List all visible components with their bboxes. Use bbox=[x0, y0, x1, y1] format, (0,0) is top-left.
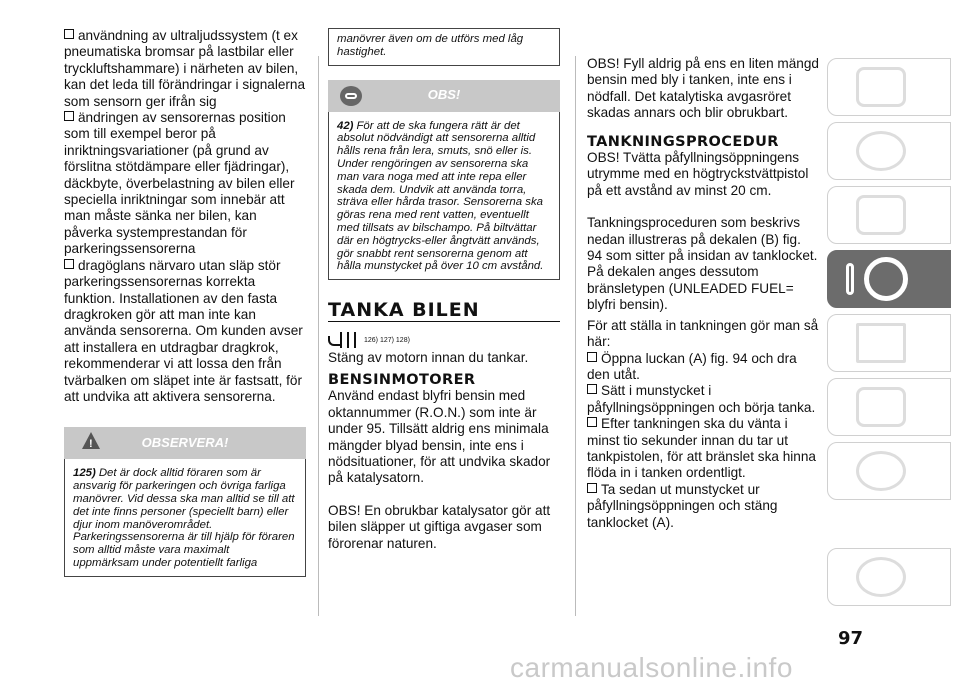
nav-tab-service[interactable] bbox=[827, 378, 951, 436]
car-caution-icon bbox=[340, 86, 362, 106]
paragraph: Använd endast blyfri bensin med oktannummer (R.O.N.) som inte är under 95. Tillsätt aldrig ens minimala mängder blyad bensin, inte ens i nödsituationer, för att undvika skador på katalysatorn. bbox=[328, 388, 551, 486]
continued-warning-box: manövrer även om de utförs med låg hastighet. bbox=[328, 28, 560, 66]
nav-tab-multimedia[interactable] bbox=[827, 442, 951, 500]
bullet-item: Ta sedan ut munstycket ur påfyllningsöppningen och stäng tanklocket (A). bbox=[587, 482, 819, 531]
fuel-pump-icon bbox=[328, 330, 358, 350]
dashboard-lights-icon bbox=[856, 131, 906, 171]
warning-number: 125) bbox=[73, 467, 96, 480]
references bbox=[328, 330, 560, 350]
nav-tab-index[interactable] bbox=[827, 548, 951, 606]
obs-text: För att de ska fungera rätt är det absolut nödvändigt att sensorerna alltid hålls rena från lera, smuts, snö eller is. Under rengöringen av sensorerna ska man vara noga med att inte repa eller skada dem. Undvik att använda torra, sträva eller hårda trasor. Sensorerna ska göras rena med rent vatten, eventuellt med tillsats av bilschampo. På biltvättar där en högtrycks-eller ångtvätt används, gör snabbt rent sensorerna genom att hålla munstycket på över 10 cm avstånd. bbox=[337, 119, 544, 273]
reference-numbers: 126) 127) 128) bbox=[364, 337, 410, 345]
column-3 bbox=[587, 56, 819, 531]
paragraph: Tankningsproceduren som beskrivs nedan illustreras på dekalen (B) fig. 94 som sitter på insidan av tanklocket. På dekalen anges dessutom bränsletypen (UNLEADED FUEL= blyfri bensin). bbox=[587, 215, 818, 313]
nav-tab-emergency[interactable] bbox=[827, 314, 951, 372]
watermark: carmanualsonline.info bbox=[510, 652, 793, 683]
bullet-item: Efter tankningen ska du vänta i minst tio sekunder innan du tar ut tankpistolen, för att bränslet ska hinna flöda in i tanken ordentligt. bbox=[587, 416, 819, 482]
paragraph: OBS! Fyll aldrig på ens en liten mängd bensin med bly i tanken, inte ens i nödfall. Det katalytiska avgasröret skadas annars och blir obrukbart. bbox=[587, 56, 819, 121]
bullet-item: Öppna luckan (A) fig. 94 och dra den utåt. bbox=[587, 351, 819, 384]
column-1 bbox=[64, 28, 306, 577]
bullet-item: dragöglans närvaro utan släp stör parkeringssensorernas korrekta funktion. Installationen av den fasta dragkroken gör att man inte kan använda sensorerna. Om kunden avser att installera en utdragbar dragkrok, rekommenderar vi att lossa den från tvärbalken om släpet inte är fastsatt, för att undvika att aktivera sensorerna. bbox=[64, 258, 306, 406]
obs-title: OBS! bbox=[427, 87, 461, 103]
subheading: TANKNINGSPROCEDUR bbox=[587, 133, 779, 150]
column-divider bbox=[318, 56, 319, 616]
paragraph: OBS! En obrukbar katalysator gör att bilen släpper ut giftiga avgaser som förorenar naturen. bbox=[328, 502, 551, 551]
warning-triangle-icon: ! bbox=[82, 432, 100, 449]
obs-box bbox=[328, 112, 560, 281]
column-2 bbox=[328, 33, 560, 552]
obs-bar bbox=[328, 80, 560, 112]
bullet-item: ändringen av sensorernas position som till exempel beror på inriktningsvariationer (på grund av förslitna stötdämpare eller fjädringar), däckbyte, överbelastning av bilen eller speciella inriktningar som innebär att man måste sänka ner bilen, kan påverka systemprestandan för parkeringssensorerna bbox=[64, 110, 306, 258]
warning-box bbox=[64, 459, 306, 576]
page-number: 97 bbox=[838, 628, 864, 649]
warning-bar bbox=[64, 427, 306, 459]
section-heading: TANKA BILEN bbox=[328, 302, 560, 321]
paragraph: För att ställa in tankningen gör man så här: bbox=[587, 317, 819, 350]
warning-road-icon bbox=[856, 323, 906, 363]
obs-number: 42) bbox=[337, 119, 354, 132]
nav-tab-dashboard[interactable] bbox=[827, 122, 951, 180]
paragraph: OBS! Tvätta påfyllningsöppningens utrymme med en högtryckstvättpistol på ett avstånd av minst 20 cm. bbox=[587, 150, 809, 198]
nav-tab-safety[interactable] bbox=[827, 186, 951, 244]
subheading: BENSINMOTORER bbox=[328, 371, 476, 388]
index-letters-icon bbox=[856, 557, 906, 597]
bullet-item: användning av ultraljudssystem (t ex pneumatiska bromsar på lastbilar eller tryckluftshammare) i närheten av bilen, kan det leda till förändringar i signalerna som sensorn ger ifrån sig bbox=[64, 28, 306, 109]
steering-wheel-icon bbox=[864, 257, 908, 301]
paragraph: Stäng av motorn innan du tankar. bbox=[328, 349, 529, 365]
seatbelt-airbag-icon bbox=[856, 195, 906, 235]
key-icon bbox=[846, 263, 854, 295]
nav-tab-driving[interactable] bbox=[827, 250, 951, 308]
service-wrench-icon bbox=[856, 387, 906, 427]
warning-title: OBSERVERA! bbox=[141, 435, 229, 451]
warning-text: Det är dock alltid föraren som är ansvarig för parkeringen och övriga farliga manövrer. Vid dessa ska man alltid se till att det inte finns personer (speciellt barn) eller djur inom manöverområdet. Parkeringssensorerna är till hjälp för föraren som alltid måste vara maximalt uppmärksam under potentiellt farliga bbox=[73, 467, 295, 569]
nav-tab-car[interactable] bbox=[827, 58, 951, 116]
bullet-item: Sätt i munstycket i påfyllningsöppningen och börja tanka. bbox=[587, 383, 819, 416]
car-icon bbox=[856, 67, 906, 107]
location-media-icon bbox=[856, 451, 906, 491]
column-divider bbox=[575, 56, 576, 616]
